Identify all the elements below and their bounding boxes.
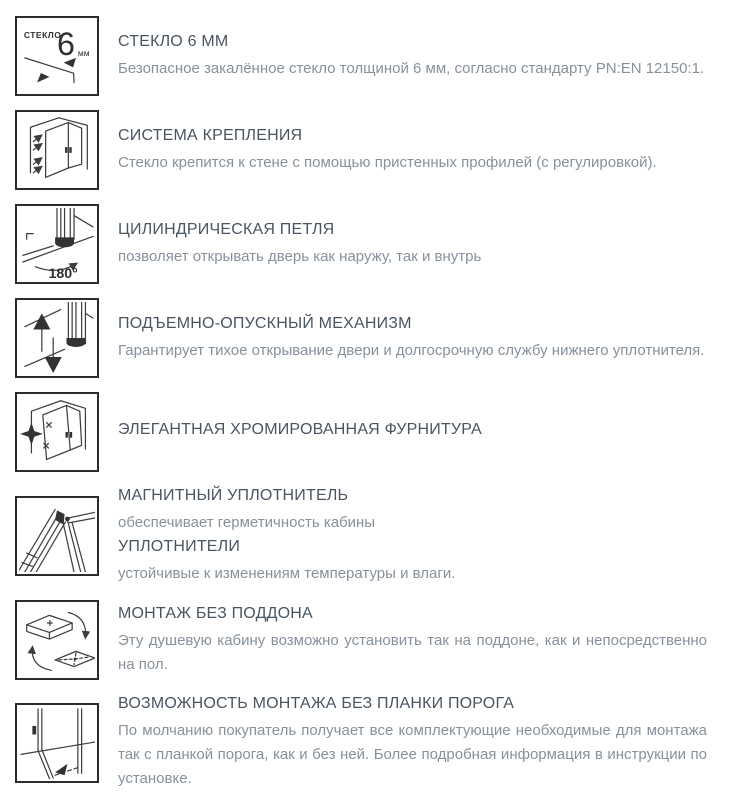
feature-title: СТЕКЛО 6 ММ — [118, 32, 229, 50]
feature-chrome-hardware — [15, 392, 707, 472]
feature-no-threshold-strip — [15, 694, 707, 791]
feature-title: СИСТЕМА КРЕПЛЕНИЯ — [118, 126, 303, 144]
glass-icon-value: 6 — [57, 26, 75, 63]
no-threshold-strip-icon — [15, 703, 99, 783]
feature-description: Гарантирует тихое открывание двери и долгосрочную службу нижнего уплотнителя. — [118, 341, 705, 359]
no-tray-mount-icon — [15, 600, 99, 680]
feature-subtitle: УПЛОТНИТЕЛИ — [118, 538, 241, 555]
glass-6mm-icon — [15, 16, 99, 96]
feature-description: Эту душевую кабину возможно установить так на поддоне, как и непосредственно на пол. — [118, 631, 707, 673]
hinge-angle-label: 180° — [48, 266, 78, 280]
feature-title: МОНТАЖ БЕЗ ПОДДОНА — [118, 604, 313, 622]
feature-mounting-system — [15, 110, 707, 190]
feature-title: МАГНИТНЫЙ УПЛОТНИТЕЛЬ — [118, 487, 349, 504]
feature-lift-lower-mechanism — [15, 298, 707, 378]
feature-title: ВОЗМОЖНОСТЬ МОНТАЖА БЕЗ ПЛАНКИ ПОРОГА — [118, 695, 515, 712]
feature-title: ЦИЛИНДРИЧЕСКАЯ ПЕТЛЯ — [118, 220, 335, 238]
magnetic-seal-icon — [15, 496, 99, 576]
feature-subdescription: устойчивые к изменениям температуры и влаги. — [118, 565, 456, 582]
lift-lower-mechanism-icon — [15, 298, 99, 378]
feature-description: Безопасное закалённое стекло толщиной 6 мм, согласно стандарту PN:EN 12150:1. — [118, 59, 705, 77]
feature-description: По молчанию покупатель получает все комплектующие необходимые для монтажа так с планкой порога, как и без ней. Более подробная информация в инструкции по установке. — [118, 722, 707, 787]
feature-no-tray-mount — [15, 600, 707, 680]
chrome-hardware-icon — [15, 392, 99, 472]
feature-description: обеспечивает герметичность кабины — [118, 514, 376, 531]
glass-icon-label: СТЕКЛО — [23, 30, 62, 40]
glass-icon-unit: мм — [77, 48, 90, 58]
cylindrical-hinge-icon — [15, 204, 99, 284]
mounting-system-icon — [15, 110, 99, 190]
feature-title: ПОДЪЕМНО-ОПУСКНЫЙ МЕХАНИЗМ — [118, 314, 412, 332]
feature-cylindrical-hinge — [15, 204, 707, 284]
feature-description: Стекло крепится к стене с помощью пристенных профилей (с регулировкой). — [118, 153, 657, 171]
feature-description: позволяет открывать дверь как наружу, так и внутрь — [118, 247, 482, 265]
feature-title: ЭЛЕГАНТНАЯ ХРОМИРОВАННАЯ ФУРНИТУРА — [118, 420, 482, 438]
feature-magnetic-seal — [15, 486, 707, 586]
feature-glass-6mm — [15, 16, 707, 96]
